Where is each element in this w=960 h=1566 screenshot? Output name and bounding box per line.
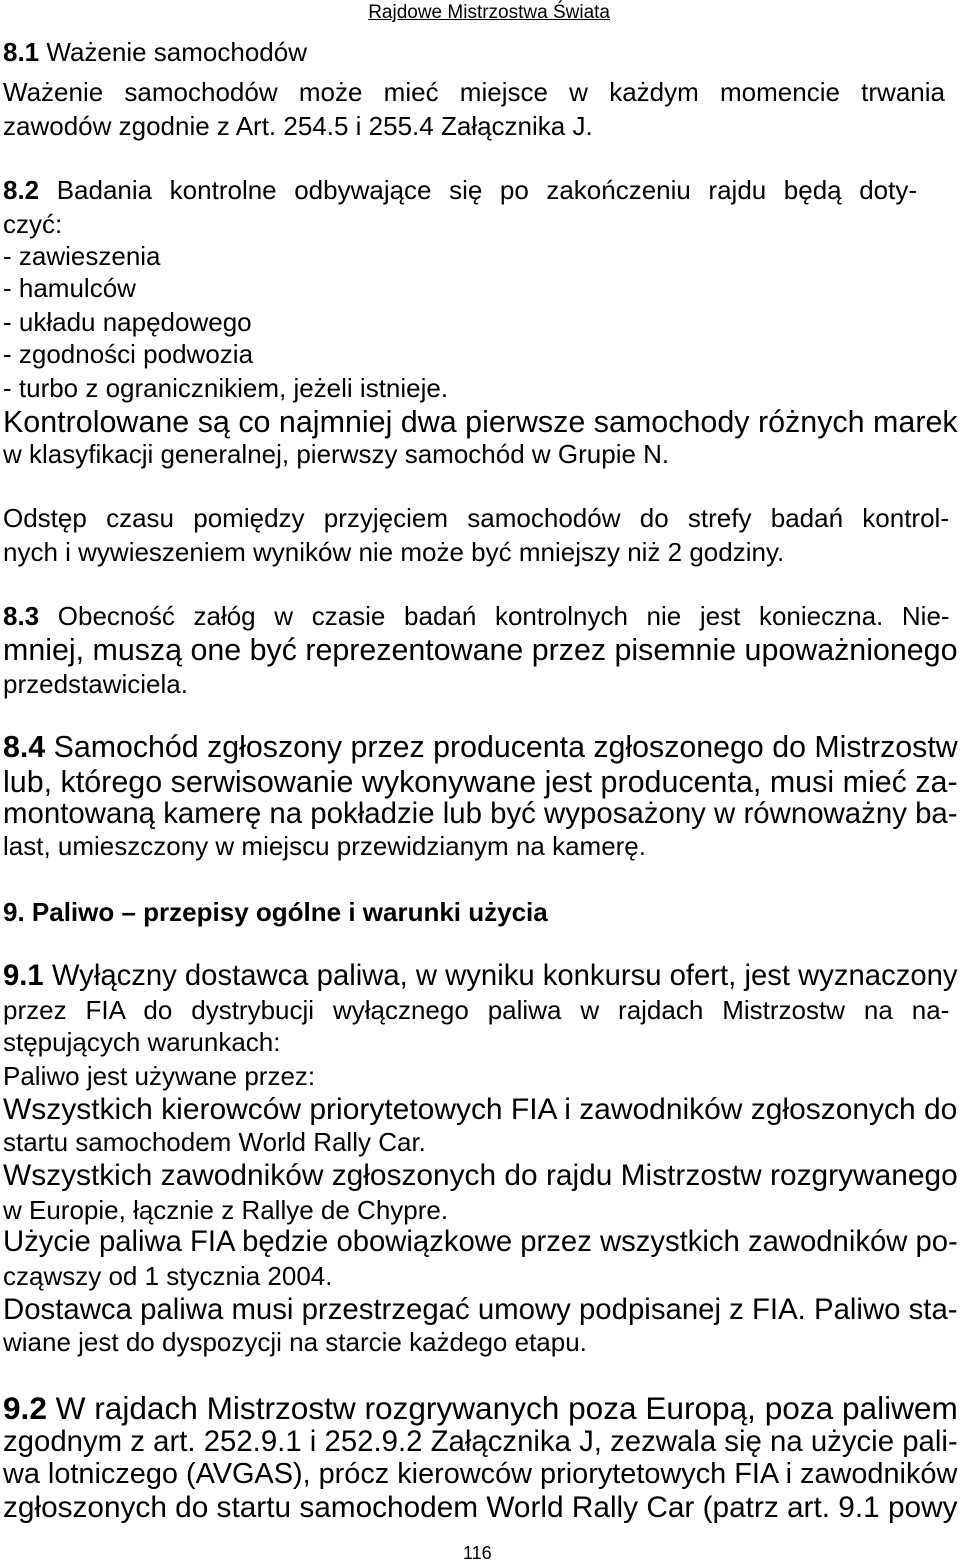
text-line [3,338,253,370]
text-line [3,1326,587,1358]
text-content: Użycie paliwa FIA będzie obowiązkowe przez wszystkich zawodników po- [3,1226,958,1258]
text-content: - hamulców [3,273,136,303]
text-content: lub, którego serwisowanie wykonywane jest producenta, musi mieć za- [3,765,958,799]
text-line [3,240,161,272]
text-content: stępujących warunkach: [3,1027,281,1057]
text-line [3,36,307,68]
section-number: 8.4 [3,731,46,764]
text-content: zgodnym z art. 252.9.1 i 252.9.2 Załącznika J, zezwala się na użycie pali- [3,1425,958,1458]
text-line [3,1160,958,1192]
section-heading: Paliwo – przepisy ogólne i warunki użycia [24,897,548,927]
text-line [3,406,958,438]
text-line [3,600,950,632]
text-content: w klasyfikacji generalnej, pierwszy samochód w Grupie N. [3,439,670,469]
text-line [3,208,62,240]
text-content: Samochód zgłoszony przez producenta zgłoszonego do Mistrzostw [45,731,958,764]
text-content: Ważenie samochodów [39,37,307,67]
section-number: 9. [3,897,25,927]
text-line [3,536,784,568]
text-line [3,1126,426,1158]
text-content: w Europie, łącznie z Rallye de Chypre. [3,1195,449,1225]
text-line [3,76,945,108]
text-content: Paliwo jest używane przez: [3,1061,316,1091]
text-content: Dostawca paliwa musi przestrzegać umowy podpisanej z FIA. Paliwo sta- [3,1293,958,1326]
text-content: last, umieszczony w miejscu przewidzianym na kamerę. [3,831,646,861]
text-content: mniej, muszą one być reprezentowane przez pisemnie upoważnionego [3,633,958,667]
text-line [3,1094,957,1126]
text-content: Wszystkich kierowców priorytetowych FIA i zawodników zgłoszonych do [3,1093,958,1126]
text-content: zawodów zgodnie z Art. 254.5 i 255.4 Załącznika J. [3,111,593,141]
text-line [3,732,958,764]
text-content: przedstawiciela. [3,669,188,699]
text-content: czyć: [3,209,63,239]
section-number: 8.3 [3,601,40,631]
text-content: Kontrolowane są co najmniej dwa pierwsze samochody różnych marek [3,405,958,439]
text-line [3,1458,957,1490]
text-line [3,994,949,1026]
text-content: - zgodności podwozia [3,339,254,369]
text-content: Wszystkich zawodników zgłoszonych do rajdu Mistrzostw rozgrywanego [3,1159,958,1192]
text-content: - zawieszenia [3,241,161,271]
text-line [3,1492,958,1524]
text-content: startu samochodem World Rally Car. [3,1127,426,1157]
text-content: Odstęp czasu pomiędzy przyjęciem samochodów do strefy badań kontrol- [3,503,949,533]
text-content: cząwszy od 1 stycznia 2004. [3,1261,333,1291]
text-line [3,896,548,928]
text-line [3,830,646,862]
text-line [3,438,669,470]
text-line [3,306,252,338]
text-line [3,960,958,992]
text-content: - układu napędowego [3,307,252,337]
text-content: Ważenie samochodów może mieć miejsce w każdym momencie trwania [3,77,945,107]
text-content: W rajdach Mistrzostw rozgrywanych poza Europą, poza paliwem [46,1390,958,1426]
text-content: Wyłączny dostawca paliwa, w wyniku konkursu ofert, jest wyznaczony [43,960,958,992]
text-content: wiane jest do dyspozycji na starcie każdego etapu. [3,1327,587,1357]
text-content: nych i wywieszeniem wyników nie może być mniejszy niż 2 godziny. [3,537,785,567]
text-line [3,798,958,830]
text-line [3,1260,333,1292]
text-line [3,110,593,142]
text-line [3,272,136,304]
text-line [3,1392,958,1424]
text-content: - turbo z ogranicznikiem, jeżeli istnieje. [3,373,449,403]
page-number: 116 [463,1543,492,1563]
text-content: Obecność załóg w czasie badań kontrolnych nie jest konieczna. Nie- [39,601,950,631]
section-number: 8.1 [3,37,40,67]
text-content: zgłoszonych do startu samochodem World Rally Car (patrz art. 9.1 powy [3,1491,958,1524]
text-line [3,1194,448,1226]
text-content: Badania kontrolne odbywające się po zakończeniu rajdu będą doty- [39,175,917,205]
section-number: 8.2 [3,175,40,205]
text-content: wa lotniczego (AVGAS), prócz kierowców priorytetowych FIA i zawodników [3,1458,958,1490]
text-line [3,634,957,666]
text-line [3,668,188,700]
text-line [3,1060,315,1092]
running-header: Rajdowe Mistrzostwa Świata [368,2,610,23]
text-line [3,174,917,206]
text-line [3,1294,958,1326]
text-line [3,1026,280,1058]
text-content: montowaną kamerę na pokładzie lub być wyposażony w równoważny ba- [3,797,958,830]
section-number: 9.1 [3,960,44,992]
text-line [3,1426,958,1458]
text-line [3,1226,958,1258]
text-line [3,502,949,534]
text-line [3,766,958,798]
section-number: 9.2 [3,1390,47,1426]
text-line [3,372,448,404]
text-content: przez FIA do dystrybucji wyłącznego paliwa w rajdach Mistrzostw na na- [3,995,950,1025]
